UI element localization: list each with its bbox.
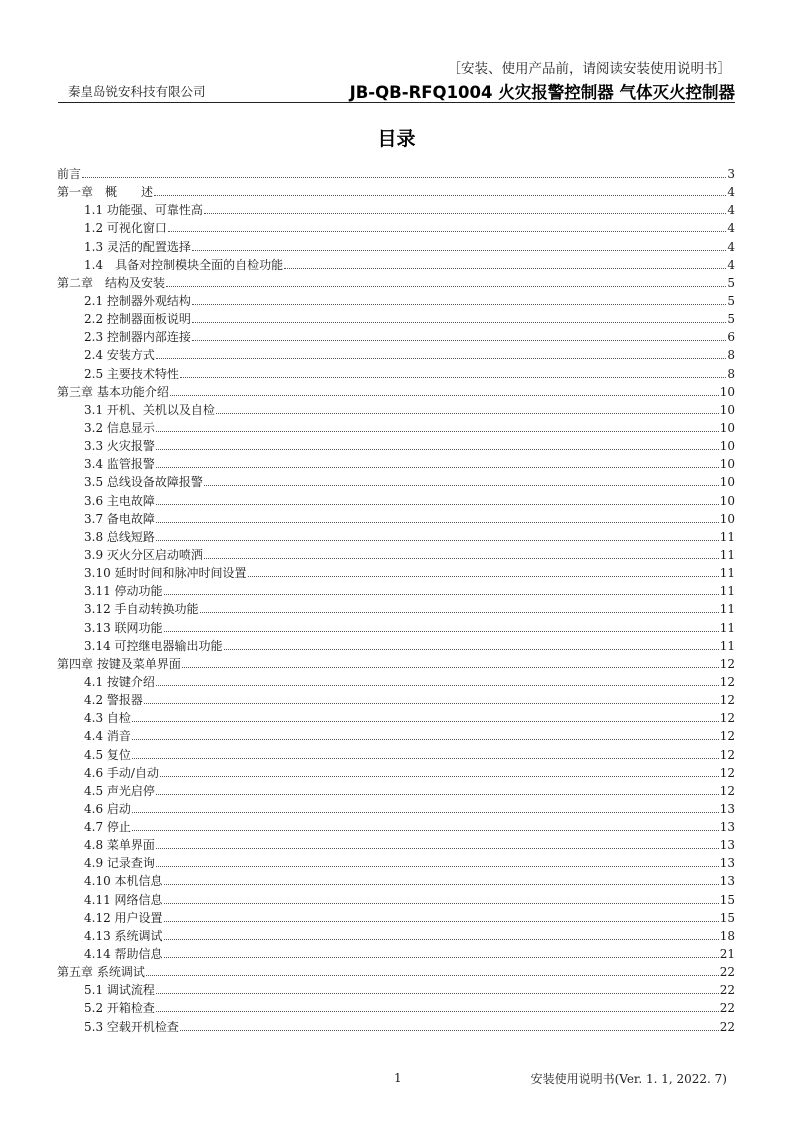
toc-entry-label: 5.2 开箱检查 [84, 1001, 155, 1016]
toc-dot-leader [164, 939, 719, 940]
toc-dot-leader [204, 558, 719, 559]
toc-dot-leader [132, 758, 719, 759]
toc-section-entry[interactable] [57, 401, 735, 419]
toc-section-entry[interactable] [57, 782, 735, 800]
toc-entry-label: 3.7 备电故障 [84, 511, 155, 526]
toc-section-entry[interactable] [57, 981, 735, 999]
toc-dot-leader [156, 449, 719, 450]
toc-section-entry[interactable] [57, 600, 735, 618]
toc-section-entry[interactable] [57, 310, 735, 328]
toc-entry-page: 11 [719, 638, 735, 653]
toc-dot-leader [132, 739, 719, 740]
toc-entry-label: 4.8 菜单界面 [84, 838, 155, 853]
toc-dot-leader [180, 377, 726, 378]
toc-dot-leader [164, 594, 719, 595]
toc-chapter-entry[interactable] [57, 165, 735, 183]
toc-entry-page: 10 [719, 402, 735, 417]
toc-dot-leader [248, 576, 719, 577]
toc-dot-leader [156, 866, 719, 867]
toc-entry-page: 3 [727, 167, 735, 181]
page-title: 目录 [377, 128, 416, 150]
toc-entry-label: 3.8 总线短路 [84, 529, 155, 544]
toc-section-entry[interactable] [57, 764, 735, 782]
toc-entry-label: 4.10 本机信息 [84, 874, 163, 889]
toc-section-entry[interactable] [57, 292, 735, 310]
toc-entry-page: 12 [719, 693, 735, 708]
toc-entry-label: 1.3 灵活的配置选择 [84, 239, 191, 254]
toc-section-entry[interactable] [57, 691, 735, 709]
toc-section-entry[interactable] [57, 238, 735, 256]
toc-entry-page: 12 [719, 674, 735, 689]
toc-dot-leader [156, 685, 719, 686]
toc-entry-label: 3.1 开机、关机以及自检 [84, 402, 215, 417]
toc-entry-page: 18 [719, 928, 735, 943]
toc-dot-leader [132, 721, 719, 722]
toc-section-entry[interactable] [57, 419, 735, 437]
toc-entry-page: 13 [719, 801, 735, 816]
toc-entry-label: 5.1 调试流程 [84, 983, 155, 998]
toc-entry-page: 22 [719, 1019, 735, 1034]
toc-section-entry[interactable] [57, 219, 735, 237]
header-note: ［安装、使用产品前，请阅读安装使用说明书］ [447, 61, 731, 77]
toc-entry-page: 5 [727, 293, 735, 308]
toc-entry-page: 22 [719, 965, 735, 980]
toc-entry-page: 15 [719, 910, 735, 925]
toc-entry-page: 12 [719, 783, 735, 798]
toc-section-entry[interactable] [57, 746, 735, 764]
toc-entry-page: 5 [727, 312, 735, 327]
toc-dot-leader [204, 213, 726, 214]
toc-section-entry[interactable] [57, 909, 735, 927]
toc-section-entry[interactable] [57, 492, 735, 510]
toc-section-entry[interactable] [57, 854, 735, 872]
toc-section-entry[interactable] [57, 619, 735, 637]
toc-dot-leader [156, 1011, 719, 1012]
toc-dot-leader [166, 286, 726, 287]
toc-entry-page: 11 [719, 584, 735, 599]
toc-entry-page: 10 [719, 475, 735, 490]
toc-entry-label: 3.3 火灾报警 [84, 439, 155, 454]
toc-entry-label: 5.3 空载开机检查 [84, 1019, 179, 1034]
toc-entry-page: 21 [719, 947, 735, 962]
toc-entry-label: 4.6 手动/自动 [84, 765, 159, 780]
toc-section-entry[interactable] [57, 328, 735, 346]
toc-entry-label: 第五章 系统调试 [57, 965, 145, 980]
toc-entry-label: 第三章 基本功能介绍 [57, 384, 169, 399]
toc-entry-label: 2.1 控制器外观结构 [84, 293, 191, 308]
toc-section-entry[interactable] [57, 673, 735, 691]
toc-dot-leader [170, 395, 719, 396]
toc-entry-label: 第一章 概 述 [57, 185, 154, 200]
toc-entry-page: 5 [727, 275, 735, 290]
toc-dot-leader [156, 993, 719, 994]
toc-entry-page: 12 [719, 747, 735, 762]
toc-entry-label: 3.5 总线设备故障报警 [84, 475, 203, 490]
toc-section-entry[interactable] [57, 510, 735, 528]
toc-section-entry[interactable] [57, 201, 735, 219]
toc-entry-label: 4.5 复位 [84, 747, 131, 762]
toc-dot-leader [156, 794, 719, 795]
toc-section-entry[interactable] [57, 256, 735, 274]
toc-section-entry[interactable] [57, 999, 735, 1017]
toc-chapter-entry[interactable] [57, 183, 735, 201]
toc-entry-page: 12 [719, 765, 735, 780]
toc-entry-label: 4.7 停止 [84, 820, 131, 835]
toc-dot-leader [284, 268, 726, 269]
toc-entry-label: 4.12 用户设置 [84, 910, 163, 925]
toc-entry-page: 11 [719, 547, 735, 562]
toc-section-entry[interactable] [57, 836, 735, 854]
toc-dot-leader [192, 250, 726, 251]
toc-entry-label: 4.9 记录查询 [84, 856, 155, 871]
toc-entry-page: 12 [719, 711, 735, 726]
toc-dot-leader [160, 776, 719, 777]
toc-entry-page: 6 [727, 330, 735, 345]
toc-section-entry[interactable] [57, 637, 735, 655]
toc-entry-page: 10 [719, 511, 735, 526]
toc-entry-label: 4.6 启动 [84, 801, 131, 816]
toc-entry-label: 3.6 主电故障 [84, 493, 155, 508]
document-version: 安装使用说明书(Ver. 1. 1, 2022. 7) [530, 1072, 727, 1086]
toc-entry-label: 前言 [57, 167, 82, 181]
toc-dot-leader [168, 231, 726, 232]
toc-section-entry[interactable] [57, 727, 735, 745]
toc-entry-page: 13 [719, 820, 735, 835]
toc-entry-page: 15 [719, 892, 735, 907]
toc-section-entry[interactable] [57, 455, 735, 473]
toc-section-entry[interactable] [57, 872, 735, 890]
toc-entry-page: 11 [719, 602, 735, 617]
toc-section-entry[interactable] [57, 528, 735, 546]
toc-dot-leader [156, 467, 719, 468]
toc-entry-label: 3.10 延时时间和脉冲时间设置 [84, 566, 247, 581]
toc-entry-label: 3.11 停动功能 [84, 584, 163, 599]
toc-entry-page: 8 [727, 366, 735, 381]
toc-entry-label: 4.3 自检 [84, 711, 131, 726]
toc-entry-page: 13 [719, 874, 735, 889]
header-divider [58, 102, 735, 103]
toc-dot-leader [224, 649, 719, 650]
toc-entry-page: 11 [719, 566, 735, 581]
toc-entry-label: 4.14 帮助信息 [84, 947, 163, 962]
toc-dot-leader [156, 522, 719, 523]
toc-section-entry[interactable] [57, 927, 735, 945]
toc-entry-label: 4.13 系统调试 [84, 928, 163, 943]
toc-dot-leader [82, 177, 726, 178]
toc-entry-label: 1.4 具备对控制模块全面的自检功能 [84, 257, 284, 272]
toc-entry-page: 10 [719, 420, 735, 435]
toc-entry-label: 3.9 灭火分区启动喷洒 [84, 547, 203, 562]
toc-dot-leader [164, 903, 719, 904]
toc-entry-label: 4.2 警报器 [84, 693, 143, 708]
toc-entry-label: 2.4 安装方式 [84, 348, 155, 363]
toc-entry-page: 8 [727, 348, 735, 363]
toc-entry-label: 4.5 声光启停 [84, 783, 155, 798]
toc-section-entry[interactable] [57, 945, 735, 963]
toc-entry-page: 4 [727, 185, 735, 200]
toc-entry-page: 10 [719, 439, 735, 454]
toc-dot-leader [164, 957, 719, 958]
toc-entry-label: 第二章 结构及安装 [57, 275, 166, 290]
toc-dot-leader [216, 413, 719, 414]
toc-dot-leader [204, 485, 719, 486]
toc-entry-label: 第四章 按键及菜单界面 [57, 656, 181, 671]
toc-entry-label: 3.2 信息显示 [84, 420, 155, 435]
toc-dot-leader [164, 921, 719, 922]
toc-entry-page: 10 [719, 384, 735, 399]
toc-section-entry[interactable] [57, 818, 735, 836]
toc-dot-leader [192, 304, 726, 305]
product-model-title: JB-QB-RFQ1004 火灾报警控制器 气体灭火控制器 [349, 83, 735, 102]
table-of-contents [57, 165, 735, 1036]
toc-chapter-entry[interactable] [57, 383, 735, 401]
toc-entry-page: 4 [727, 257, 735, 272]
toc-entry-page: 4 [727, 203, 735, 218]
toc-dot-leader [156, 504, 719, 505]
toc-entry-page: 12 [719, 656, 735, 671]
toc-section-entry[interactable] [57, 891, 735, 909]
toc-entry-page: 11 [719, 529, 735, 544]
toc-dot-leader [200, 612, 719, 613]
toc-chapter-entry[interactable] [57, 274, 735, 292]
toc-section-entry[interactable] [57, 709, 735, 727]
toc-section-entry[interactable] [57, 346, 735, 364]
toc-entry-page: 22 [719, 1001, 735, 1016]
toc-dot-leader [156, 431, 719, 432]
toc-entry-label: 4.4 消音 [84, 729, 131, 744]
toc-entry-label: 3.12 手自动转换功能 [84, 602, 199, 617]
toc-entry-label: 4.1 按键介绍 [84, 674, 155, 689]
toc-dot-leader [132, 830, 719, 831]
toc-dot-leader [182, 667, 719, 668]
toc-entry-page: 12 [719, 729, 735, 744]
toc-entry-label: 4.11 网络信息 [84, 892, 163, 907]
toc-section-entry[interactable] [57, 546, 735, 564]
toc-section-entry[interactable] [57, 582, 735, 600]
toc-entry-page: 13 [719, 838, 735, 853]
toc-entry-page: 13 [719, 856, 735, 871]
toc-dot-leader [154, 195, 726, 196]
toc-section-entry[interactable] [57, 437, 735, 455]
toc-dot-leader [156, 540, 719, 541]
toc-chapter-entry[interactable] [57, 963, 735, 981]
toc-dot-leader [156, 848, 719, 849]
toc-dot-leader [192, 322, 726, 323]
toc-section-entry[interactable] [57, 1018, 735, 1036]
toc-dot-leader [192, 340, 726, 341]
toc-dot-leader [180, 1030, 719, 1031]
toc-entry-page: 4 [727, 239, 735, 254]
toc-entry-label: 2.3 控制器内部连接 [84, 330, 191, 345]
toc-entry-page: 10 [719, 493, 735, 508]
toc-entry-page: 10 [719, 457, 735, 472]
toc-entry-page: 4 [727, 221, 735, 236]
toc-entry-page: 11 [719, 620, 735, 635]
toc-entry-label: 3.13 联网功能 [84, 620, 163, 635]
toc-entry-label: 2.2 控制器面板说明 [84, 312, 191, 327]
toc-dot-leader [132, 812, 719, 813]
toc-section-entry[interactable] [57, 800, 735, 818]
toc-dot-leader [164, 884, 719, 885]
toc-entry-label: 3.14 可控继电器输出功能 [84, 638, 223, 653]
toc-entry-label: 3.4 监管报警 [84, 457, 155, 472]
toc-section-entry[interactable] [57, 365, 735, 383]
toc-dot-leader [164, 631, 719, 632]
company-name: 秦皇岛锐安科技有限公司 [68, 84, 206, 99]
toc-entry-label: 1.1 功能强、可靠性高 [84, 203, 203, 218]
page-number: 1 [394, 1071, 402, 1085]
toc-entry-label: 2.5 主要技术特性 [84, 366, 179, 381]
toc-section-entry[interactable] [57, 564, 735, 582]
toc-entry-page: 22 [719, 983, 735, 998]
toc-dot-leader [144, 703, 719, 704]
toc-dot-leader [156, 358, 726, 359]
toc-chapter-entry[interactable] [57, 655, 735, 673]
toc-section-entry[interactable] [57, 473, 735, 491]
toc-entry-label: 1.2 可视化窗口 [84, 221, 167, 236]
toc-dot-leader [146, 975, 719, 976]
